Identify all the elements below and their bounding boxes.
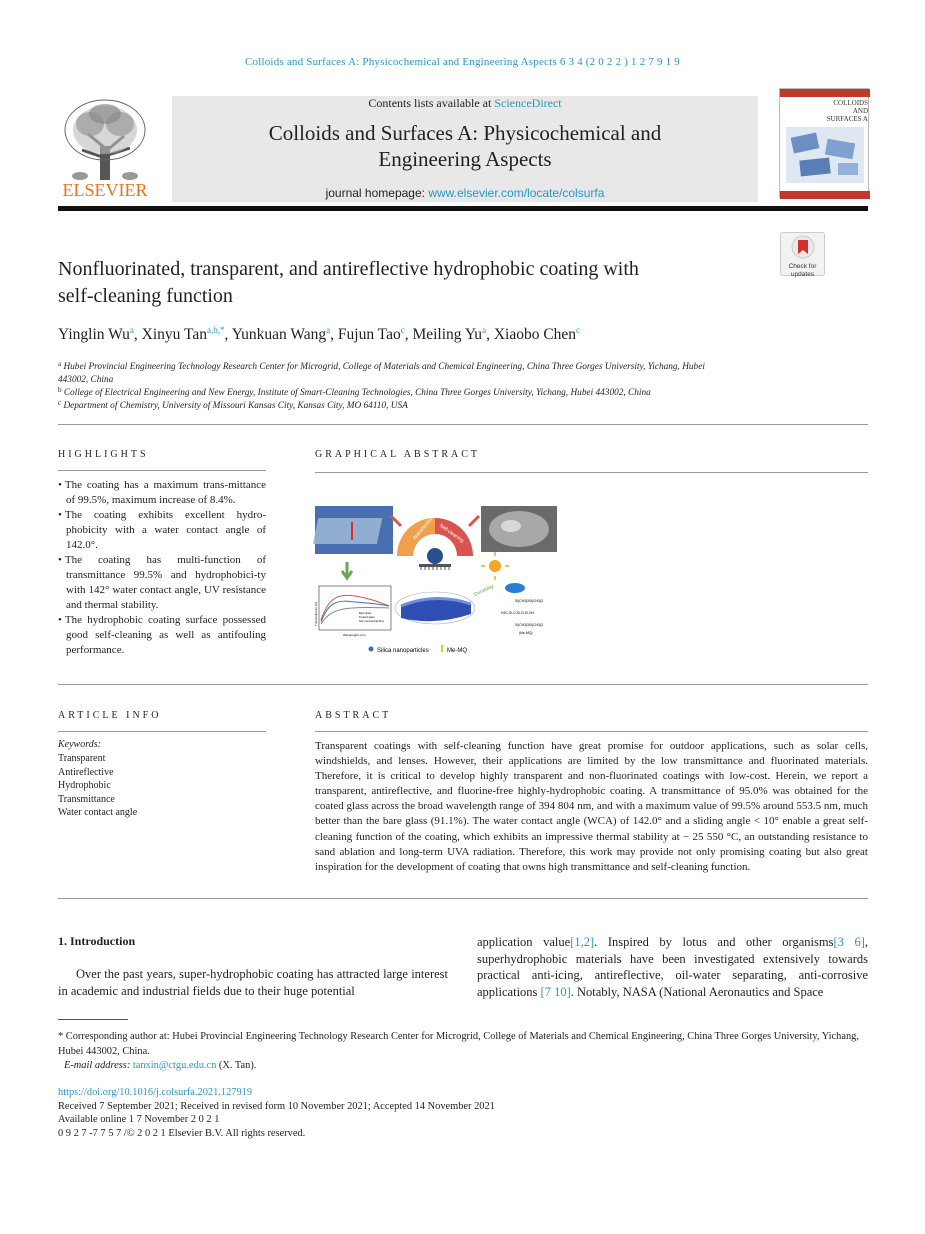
keywords-label: Keywords:	[58, 739, 101, 750]
journal-title: Colloids and Surfaces A: Physicochemical and Engineering Aspects	[268, 121, 662, 171]
ga-plot-xlabel: Wavelength (nm)	[343, 633, 366, 637]
ga-legend-silica: Silica nanoparticles	[377, 648, 429, 654]
abstract-heading: ABSTRACT	[315, 710, 392, 721]
keyword-item: Antireflective	[58, 766, 114, 778]
keyword-item: Water contact angle	[58, 807, 138, 818]
contents-line: Contents lists available at ScienceDirect	[368, 96, 562, 110]
article-footer	[58, 1086, 868, 1140]
publisher-wordmark: ELSEVIER	[62, 180, 148, 200]
keyword-item: Transmittance	[58, 793, 115, 805]
affiliation-b: $^b$ College of Electrical Engineering and New Energy, Institute of Smart-Cleaning Technologies, China Three Gorges University, Yichang, Hubei 443002, China	[58, 386, 651, 398]
cover-title: COLLOIDS AND SURFACES A	[826, 99, 868, 123]
author-affiliation-marker[interactable]: a	[326, 325, 331, 335]
author-name[interactable]: Xinyu Tan	[141, 326, 207, 343]
ga-formula-mid: H3C-Si-O-Si-O-Si-OH	[501, 611, 534, 615]
ga-antireflection-label: Antireflection	[411, 515, 436, 542]
affiliation-a: $^a$ Hubei Provincial Engineering Technology Research Center for Microgrid, College of Materials and Chemical Engineering, China Three Gorges University, Yichang, Hubei 443002, China	[58, 360, 705, 385]
citation-link[interactable]: [1,2]	[570, 935, 595, 949]
sciencedirect-link[interactable]: ScienceDirect	[494, 96, 562, 110]
copyright: 0 9 2 7 -7 7 5 7 /© 2 0 2 1 Elsevier B.V. All rights reserved.	[58, 1127, 306, 1139]
elsevier-tree-icon	[58, 96, 152, 200]
footnote-rule	[58, 1019, 128, 1020]
author-name[interactable]: Meiling Yu	[412, 326, 483, 343]
journal-citation[interactable]: Colloids and Surfaces A: Physicochemical and Engineering Aspects 6 3 4 (2 0 2 2 ) 1 2 7 9 1 9	[244, 56, 680, 68]
keyword-item: Hydrophobic	[58, 780, 111, 791]
author-name[interactable]: Xiaobo Chen	[493, 326, 577, 343]
corresponding-author-footnote: * Corresponding author at: Hubei Provincial Engineering Technology Research Center for Microgrid, College of Materials and Chemical Engineering, China Three Gorges University, Yichang, Hubei 443002, China. E-mail address: tanxin@ctgu.edu.cn (X. Tan).	[58, 1031, 859, 1071]
section-rule	[58, 684, 868, 685]
author-name[interactable]: Fujun Tao	[337, 326, 401, 343]
introduction-paragraph: Over the past years, super-hydrophobic coating has attracted large interest in academic and industrial fields due to their huge potential	[58, 967, 448, 998]
section-rule	[58, 424, 868, 425]
ga-durability-label: Durability	[473, 583, 495, 598]
author-name[interactable]: Yinglin Wu	[58, 326, 130, 343]
abstract-text: Transparent coatings with self-cleaning function have great promise for outdoor applications, such as solar cells, windshields, and lenses. However, their applications are limited by the low transmittance and fluorinated materials. Therefore, it is critical to develop highly transparent and non-fluorinated coatings with low-cost. Herein, we report a transparent, antireflective, and fluorine-free highly-hydrophobic coating. A transmittance of 95.0% was obtained for the coated glass across the broad wavelength range of 394 804 nm, and with a maximum value of 99.5% around 553.5 nm, much better than the bare glass (91.1%). The water contact angle (WCA) of 142.0° and a sliding angle < 10° enable a great self-cleaning function of the coating, which exhibits an impressive thermal stability at − 25 550 °C, an outstanding resistance to sand ablation and long-term UVA radiation. Therefore, this work may provide not only promising coating but also great inspiration for the development of coating that owns high transmittance and self-cleaning function.	[315, 740, 868, 873]
highlights-rule	[58, 470, 266, 471]
citation-link[interactable]: [7 10]	[540, 985, 571, 1000]
check-updates-label: Check for updates	[788, 263, 817, 278]
highlights-heading: HIGHLIGHTS	[58, 449, 149, 460]
author-affiliation-marker[interactable]: c	[400, 325, 405, 335]
highlight-item: • The coating has a maximum trans-mittance of 99.5%, maximum increase of 8.4%.	[58, 478, 266, 508]
ga-plot-legend-item: Non-commercial films	[359, 620, 384, 623]
section-rule	[58, 898, 868, 899]
author-name[interactable]: Yunkuan Wang	[231, 326, 327, 343]
received-dates: Received 7 September 2021; Received in revised form 10 November 2021; Accepted 14 November 2021	[58, 1100, 495, 1112]
email-link[interactable]: tanxin@ctgu.edu.cn	[132, 1060, 217, 1071]
ga-selfcleaning-label: Self-cleaning	[437, 522, 465, 545]
graphical-abstract-heading: GRAPHICAL ABSTRACT	[315, 449, 481, 460]
author-affiliation-marker[interactable]: a	[482, 325, 487, 335]
author-affiliation-marker[interactable]: c	[576, 325, 581, 335]
highlight-item: • The hydrophobic coating surface possessed good self-cleaning as well as antifouling performance.	[58, 613, 266, 658]
check-for-updates-button[interactable]	[780, 232, 825, 276]
ga-legend-memq: Me-MQ	[447, 648, 467, 654]
highlights-list	[58, 478, 266, 658]
author-affiliation-marker[interactable]: a,b,*	[207, 325, 225, 335]
header-rule	[58, 206, 868, 211]
keyword-item: Transparent	[58, 753, 106, 764]
introduction-paragraph-continued: application value[1,2]. Inspired by lotus and other organisms[3 6], superhydrophobic materials have been investigated extensively towards practical anti-icing, antireflective, oil-water separating, anti-corrosive applications [7 10]. Notably, NASA (National Aeronautics and Space	[477, 935, 869, 1000]
graphical-abstract-figure	[315, 496, 560, 661]
homepage-link[interactable]: www.elsevier.com/locate/colsurfa	[428, 186, 605, 200]
ga-formula-bottom: Si(CH3)3Si(CH3)3	[515, 623, 543, 627]
bookmark-icon	[781, 233, 826, 259]
highlight-item: • The coating exhibits excellent hydro-phobicity with a water contact angle of 142.0°.	[58, 508, 266, 553]
ga-formula-name: (Me-MQ)	[519, 631, 533, 635]
journal-cover[interactable]	[779, 88, 869, 198]
highlight-item: • The coating has multi-function of transmittance 99.5% and hydrophobici-ty with 142° water contact angle, UV resistance and thermal stability.	[58, 553, 266, 613]
doi-link[interactable]: https://doi.org/10.1016/j.colsurfa.2021.127919	[58, 1087, 253, 1098]
available-online: Available online 1 7 November 2 0 2 1	[58, 1114, 220, 1125]
graphical-abstract-rule	[315, 472, 868, 473]
abstract-rule	[315, 731, 868, 732]
ga-plot-legend-item: Bare glass	[359, 612, 372, 615]
author-list: Yinglin Wu$^a$, Xinyu Tan$^{a,b,*}$, Yunkuan Wang$^a$, Fujun Tao$^c$, Meiling Yu$^a$, Xiaobo Chen$^c$	[58, 325, 581, 343]
ga-formula-top: Si(CH3)3Si(CH3)3	[515, 599, 543, 603]
introduction-heading: 1. Introduction	[58, 934, 136, 948]
paper-title: Nonfluorinated, transparent, and antireflective hydrophobic coating with self-cleaning function	[58, 258, 639, 307]
ga-plot-ylabel: Transmittance (%)	[314, 601, 318, 626]
journal-homepage: journal homepage: www.elsevier.com/locate/colsurfa	[325, 186, 605, 200]
ga-plot-legend-item: Treated glass	[359, 616, 375, 619]
author-affiliation-marker[interactable]: a	[129, 325, 134, 335]
affiliation-c: $^c$ Department of Chemistry, University of Missouri Kansas City, Kansas City, MO 64110, USA	[58, 399, 408, 411]
citation-link[interactable]: [3 6]	[833, 935, 865, 949]
keywords-list	[58, 752, 137, 820]
elsevier-logo	[58, 96, 152, 200]
article-info-rule	[58, 731, 266, 732]
article-info-heading: ARTICLE INFO	[58, 710, 162, 721]
